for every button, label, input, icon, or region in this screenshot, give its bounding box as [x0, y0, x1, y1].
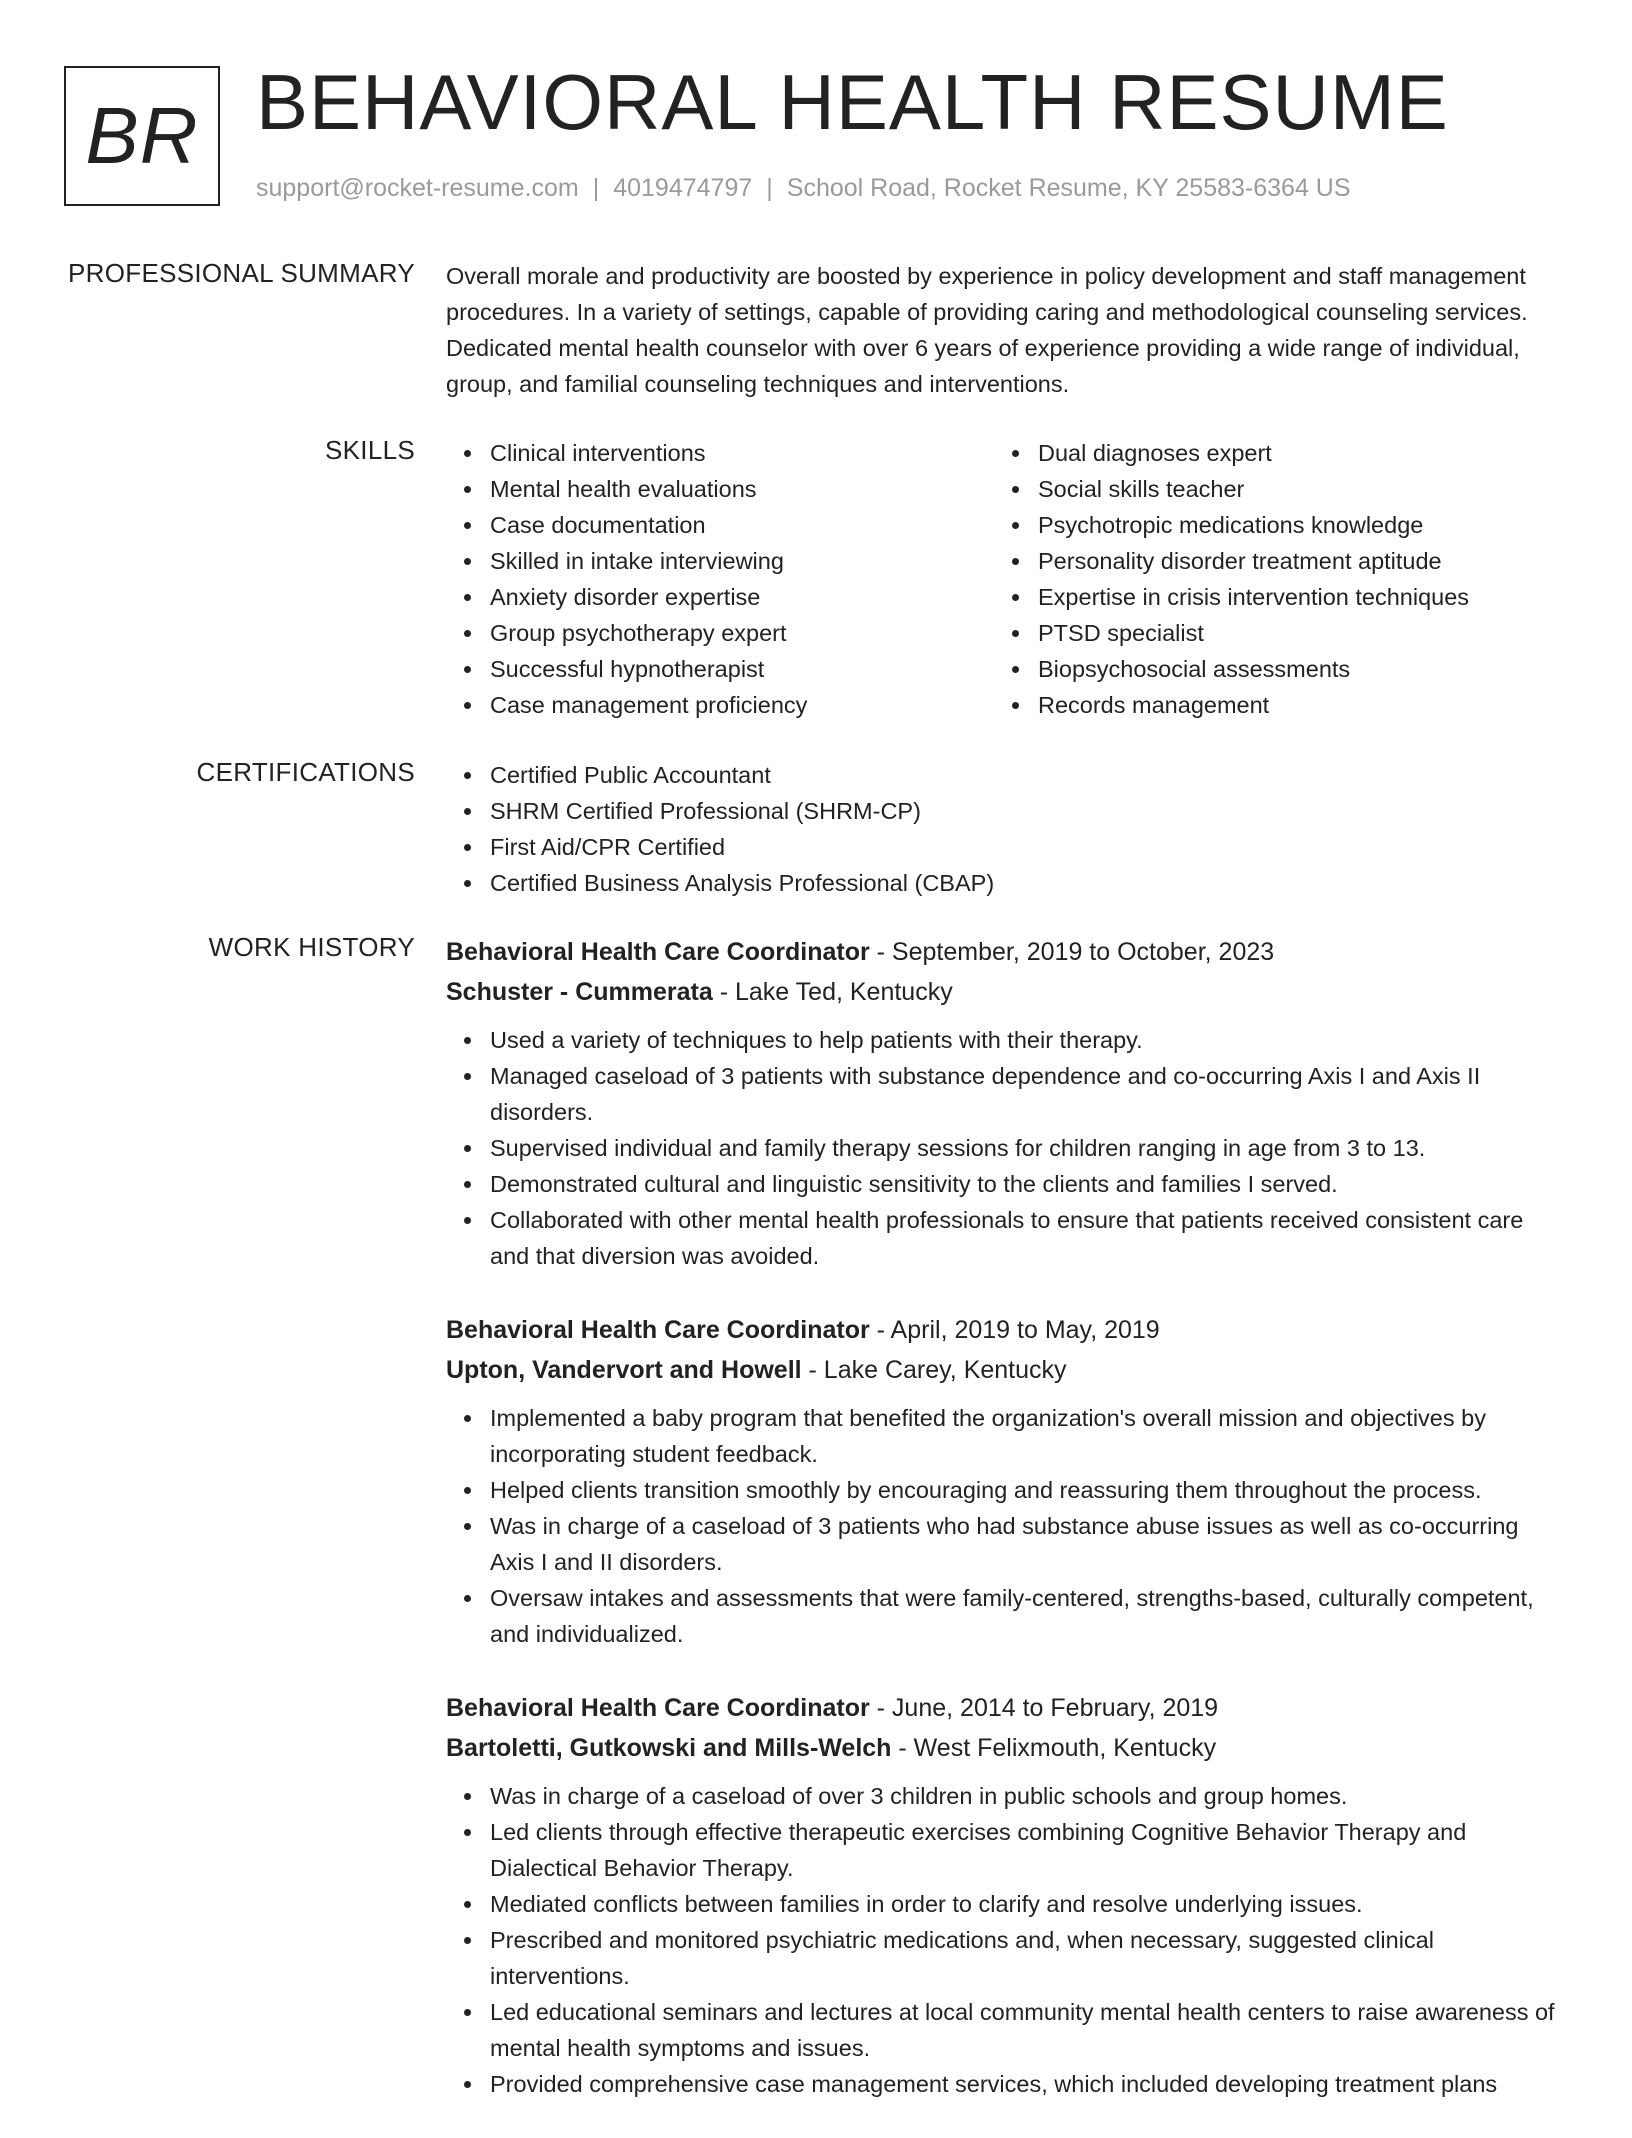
job-bullet: Demonstrated cultural and linguistic sensitivity to the clients and families I served. — [446, 1166, 1556, 1202]
section-label: SKILLS — [325, 435, 415, 465]
job-location: - Lake Carey, Kentucky — [801, 1356, 1067, 1384]
certifications-list — [446, 757, 1556, 901]
skills-list-left — [446, 435, 994, 723]
job-title-line — [446, 1310, 1556, 1350]
skill-item: Records management — [994, 687, 1542, 723]
section-label: CERTIFICATIONS — [196, 757, 415, 787]
skill-item: PTSD specialist — [994, 615, 1542, 651]
job-title-line — [446, 932, 1556, 972]
job-bullet: Prescribed and monitored psychiatric medications and, when necessary, suggested clinical interventions. — [446, 1922, 1556, 1994]
contact-address: School Road, Rocket Resume, KY 25583-6364 US — [786, 174, 1351, 202]
job-title: Behavioral Health Care Coordinator — [446, 1316, 870, 1344]
skill-item: Group psychotherapy expert — [446, 615, 994, 651]
certification-item: First Aid/CPR Certified — [446, 829, 1556, 865]
job-company-line — [446, 972, 1556, 1012]
job-bullet: Was in charge of a caseload of over 3 children in public schools and group homes. — [446, 1778, 1556, 1814]
contact-email: support@rocket-resume.com — [256, 174, 579, 202]
job-dates: - September, 2019 to October, 2023 — [869, 938, 1275, 966]
job-bullet: Helped clients transition smoothly by encouraging and reassuring them throughout the process. — [446, 1472, 1556, 1508]
resume-title: BEHAVIORAL HEALTH RESUME — [256, 58, 1449, 146]
job-bullet: Managed caseload of 3 patients with substance dependence and co-occurring Axis I and Axis II disorders. — [446, 1058, 1556, 1130]
job-title: Behavioral Health Care Coordinator — [446, 1694, 870, 1722]
skill-item: Case documentation — [446, 507, 994, 543]
skill-item: Anxiety disorder expertise — [446, 579, 994, 615]
job-bullet: Led educational seminars and lectures at local community mental health centers to raise awareness of mental health symptoms and issues. — [446, 1994, 1556, 2066]
job-company: Schuster - Cummerata — [446, 978, 713, 1006]
section-body — [446, 258, 1556, 402]
section-label: WORK HISTORY — [208, 932, 415, 962]
job-location: - Lake Ted, Kentucky — [712, 978, 953, 1006]
job-entry — [446, 1310, 1556, 1652]
skill-item: Biopsychosocial assessments — [994, 651, 1542, 687]
skill-item: Social skills teacher — [994, 471, 1542, 507]
skill-item: Expertise in crisis intervention techniques — [994, 579, 1542, 615]
job-bullet: Used a variety of techniques to help patients with their therapy. — [446, 1022, 1556, 1058]
job-entry — [446, 1688, 1556, 2102]
certification-item: Certified Business Analysis Professional (CBAP) — [446, 865, 1556, 901]
skill-item: Personality disorder treatment aptitude — [994, 543, 1542, 579]
job-title: Behavioral Health Care Coordinator — [446, 938, 870, 966]
certification-item: Certified Public Accountant — [446, 757, 1556, 793]
monogram-initials: BR — [64, 66, 220, 206]
certification-item: SHRM Certified Professional (SHRM-CP) — [446, 793, 1556, 829]
skill-item: Psychotropic medications knowledge — [994, 507, 1542, 543]
job-company-line — [446, 1350, 1556, 1390]
job-location: - West Felixmouth, Kentucky — [891, 1734, 1217, 1762]
section-label: PROFESSIONAL SUMMARY — [68, 258, 415, 288]
section-body — [446, 435, 1556, 723]
job-bullets — [446, 1778, 1556, 2102]
job-bullet: Mediated conflicts between families in order to clarify and resolve underlying issues. — [446, 1886, 1556, 1922]
job-bullet: Provided comprehensive case management services, which included developing treatment plans — [446, 2066, 1556, 2102]
job-bullets — [446, 1400, 1556, 1652]
job-company: Upton, Vandervort and Howell — [446, 1356, 802, 1384]
job-bullet: Led clients through effective therapeutic exercises combining Cognitive Behavior Therapy and Dialectical Behavior Therapy. — [446, 1814, 1556, 1886]
job-bullet: Was in charge of a caseload of 3 patients who had substance abuse issues as well as co-occurring Axis I and II disorders. — [446, 1508, 1556, 1580]
job-company: Bartoletti, Gutkowski and Mills-Welch — [446, 1734, 892, 1762]
job-bullet: Supervised individual and family therapy sessions for children ranging in age from 3 to 13. — [446, 1130, 1556, 1166]
summary-text: Overall morale and productivity are boosted by experience in policy development and staff management procedures. In a variety of settings, capable of providing caring and methodological counseling services. Dedicated mental health counselor with over 6 years of experience providing a wide range of individual, group, and familial counseling techniques and interventions. — [446, 263, 1528, 397]
section-body — [446, 932, 1556, 2138]
job-entry — [446, 932, 1556, 1274]
skill-item: Case management proficiency — [446, 687, 994, 723]
skills-list-right — [994, 435, 1542, 723]
skills-columns — [446, 435, 1556, 723]
contact-line — [256, 174, 1351, 203]
skill-item: Clinical interventions — [446, 435, 994, 471]
job-bullet: Implemented a baby program that benefited the organization's overall mission and objectives by incorporating student feedback. — [446, 1400, 1556, 1472]
contact-separator: | — [766, 174, 773, 202]
skill-item: Mental health evaluations — [446, 471, 994, 507]
section-body — [446, 757, 1556, 901]
skill-item: Successful hypnotherapist — [446, 651, 994, 687]
job-bullet: Collaborated with other mental health professionals to ensure that patients received consistent care and that diversion was avoided. — [446, 1202, 1556, 1274]
job-dates: - June, 2014 to February, 2019 — [869, 1694, 1219, 1722]
contact-separator: | — [592, 174, 600, 202]
job-title-line — [446, 1688, 1556, 1728]
job-company-line — [446, 1728, 1556, 1768]
job-bullet: Oversaw intakes and assessments that were family-centered, strengths-based, culturally competent, and individualized. — [446, 1580, 1556, 1652]
skill-item: Skilled in intake interviewing — [446, 543, 994, 579]
skill-item: Dual diagnoses expert — [994, 435, 1542, 471]
job-dates: - April, 2019 to May, 2019 — [869, 1316, 1160, 1344]
contact-phone: 4019474797 — [613, 174, 753, 202]
job-bullets — [446, 1022, 1556, 1274]
